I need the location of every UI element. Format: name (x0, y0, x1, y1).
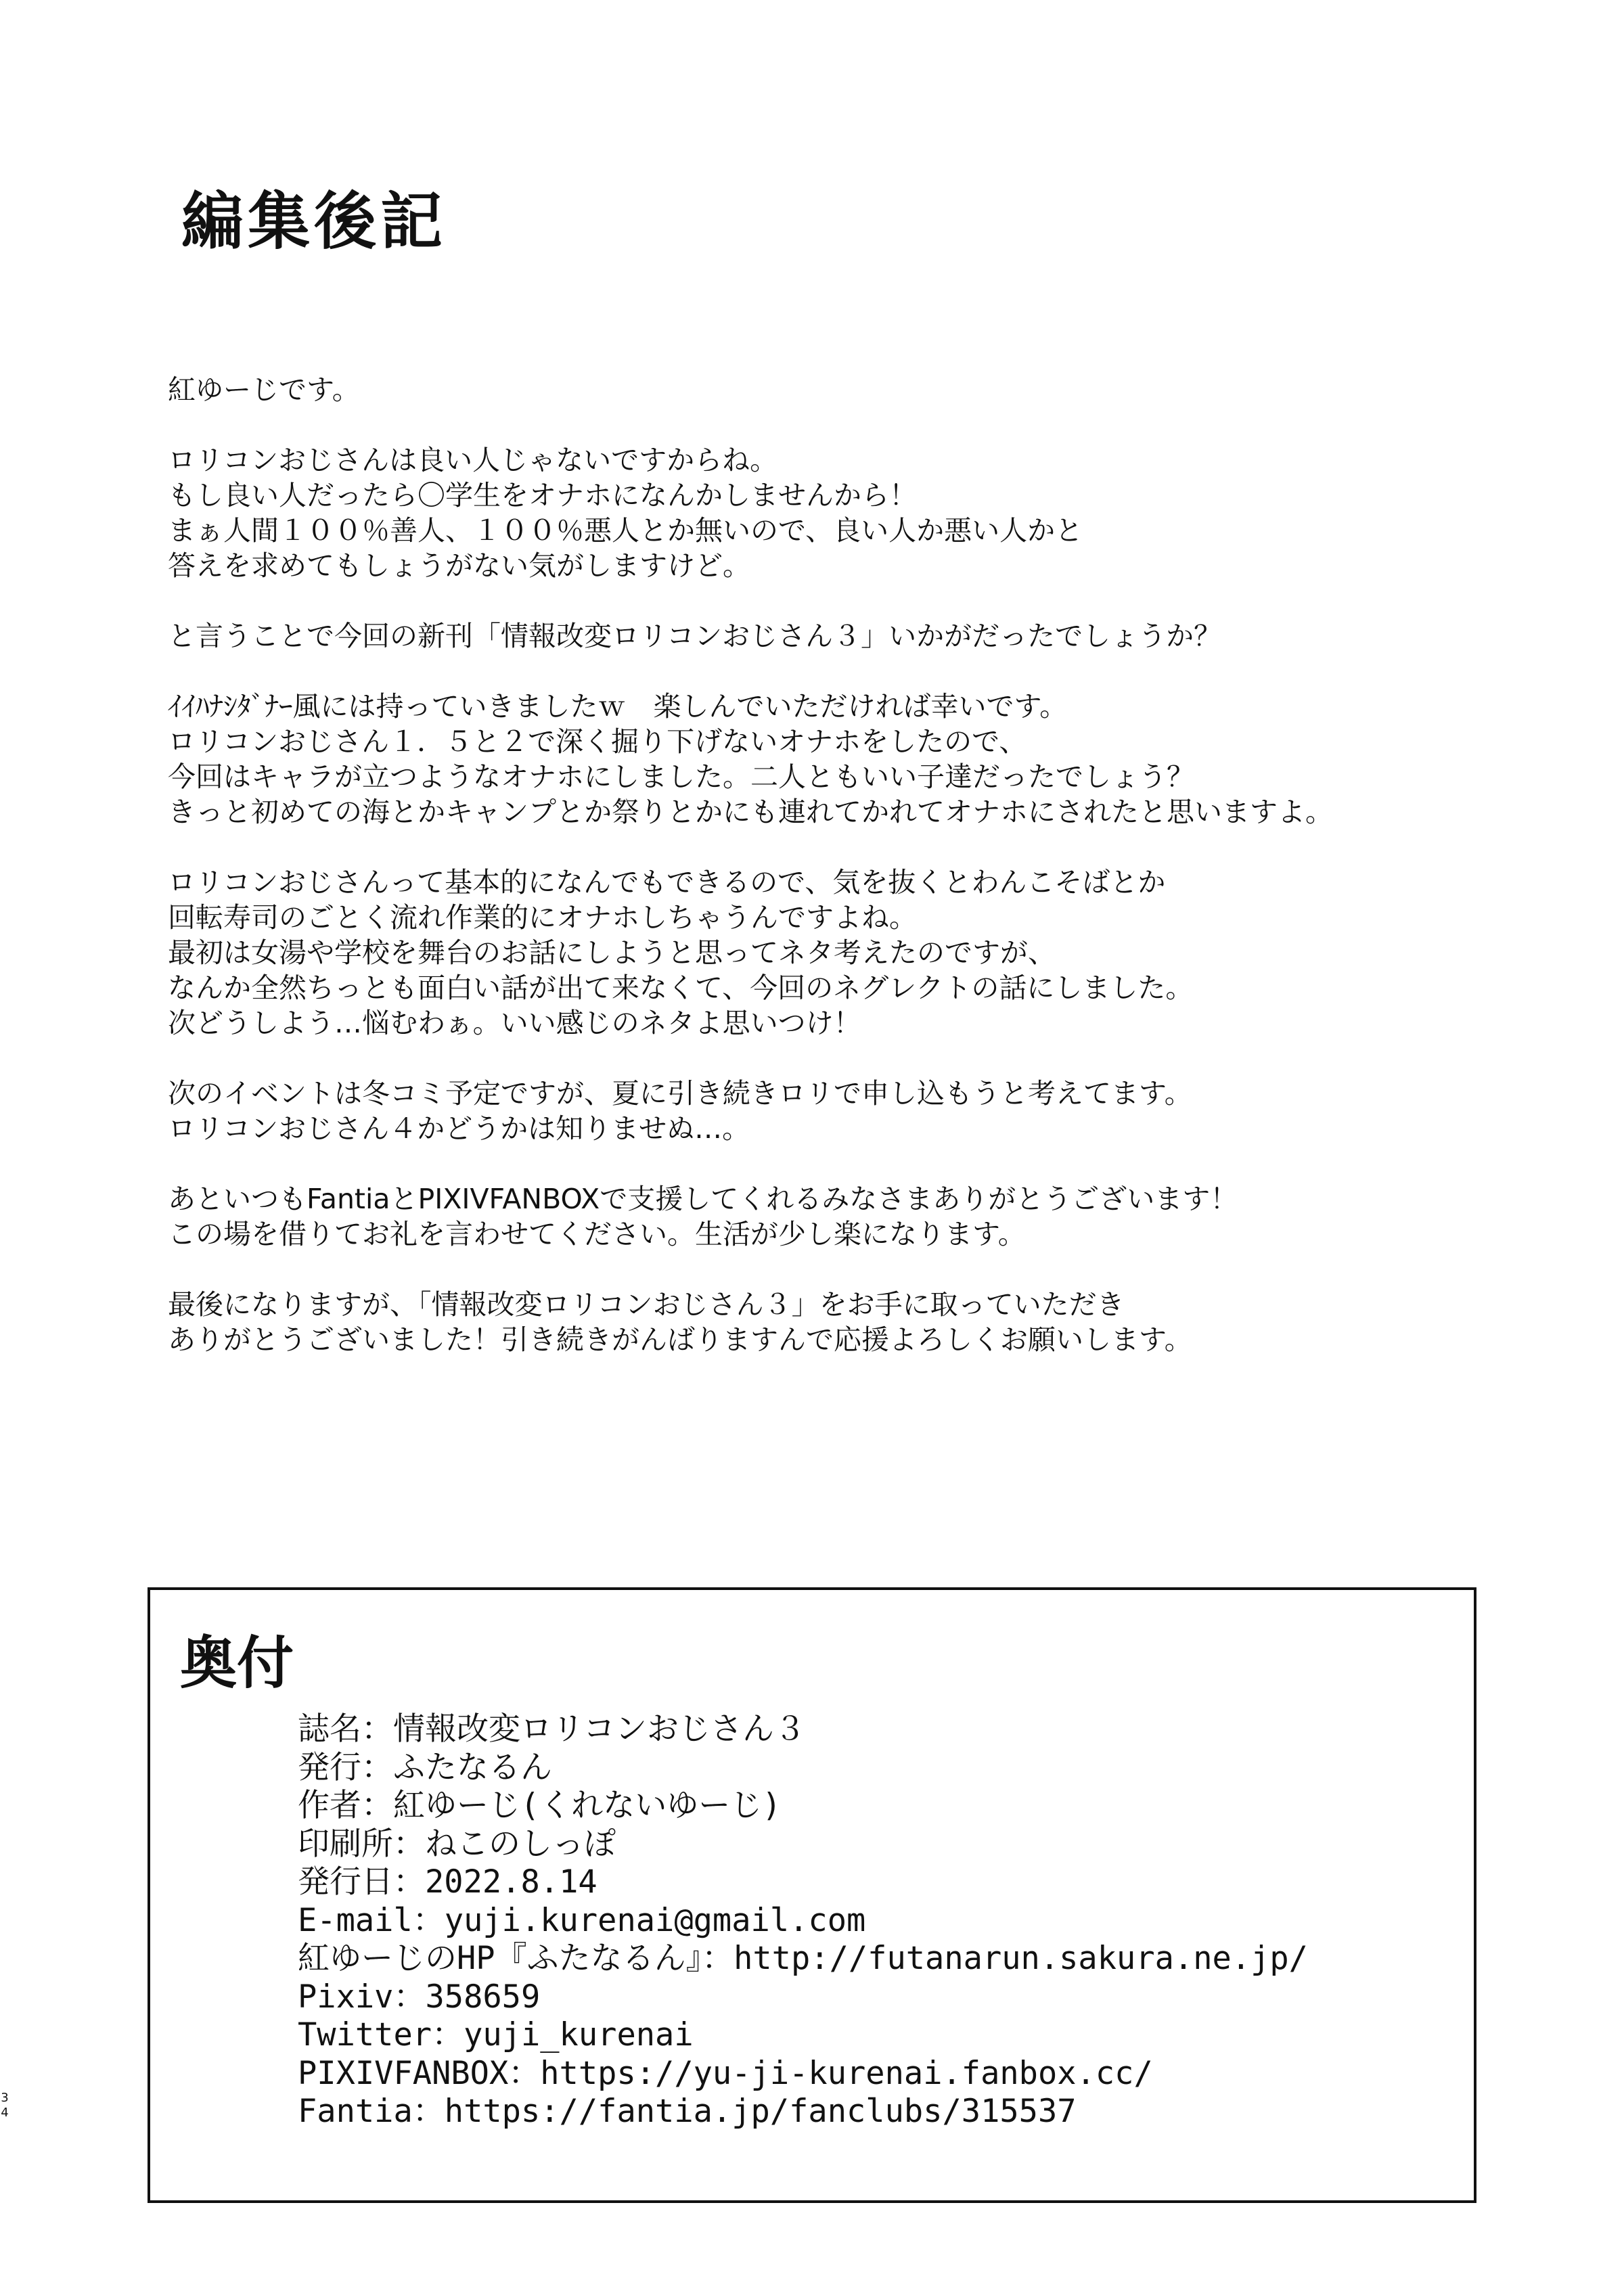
afterword-line: ｲｲﾊﾅｼﾀﾞﾅｰ風には持っていきましたｗ 楽しんでいただければ幸いです。 (168, 690, 1068, 723)
page-number (0, 2091, 9, 2120)
afterword-heading: 編集後記 (181, 185, 447, 258)
colophon-details (298, 1710, 1308, 2131)
afterword-line: ロリコンおじさん１．５と２で深く掘り下げないオナホをしたので、 (168, 725, 1027, 758)
afterword-line: 答えを求めてもしょうがない気がしますけど。 (168, 549, 750, 582)
afterword-line: 次のイベントは冬コミ予定ですが、夏に引き続きロリで申し込もうと考えてます。 (168, 1077, 1192, 1110)
colophon-line-fantia: Fantia：https://fantia.jp/fanclubs/315537 (298, 2093, 1077, 2130)
colophon-line-author: 作者：紅ゆーじ(くれないゆーじ) (298, 1787, 782, 1824)
colophon-line-date: 発行日：2022.8.14 (298, 1863, 597, 1901)
afterword-line: ロリコンおじさんは良い人じゃないですからね。 (168, 444, 778, 476)
afterword-paragraph (168, 442, 1575, 583)
colophon-line-pixiv: Pixiv：358659 (298, 1978, 541, 2016)
afterword-paragraph (168, 1076, 1575, 1146)
afterword-line: きっと初めての海とかキャンプとか祭りとかにも連れてかれてオナホにされたと思いますよ。 (168, 796, 1333, 828)
afterword-line: 回転寿司のごとく流れ作業的にオナホしちゃうんですよね。 (168, 901, 917, 934)
afterword-line: まぁ人間１００％善人、１００％悪人とか無いので、良い人か悪い人かと (168, 514, 1083, 547)
colophon-line-homepage: 紅ゆーじのHP『ふたなるん』：http://futanarun.sakura.ne.jp/ (298, 1940, 1308, 1977)
afterword-line: 次どうしよう…悩むわぁ。いい感じのネタよ思いつけ！ (168, 1007, 861, 1039)
afterword-paragraph (168, 372, 1575, 407)
afterword-line: もし良い人だったら〇学生をオナホになんかしませんから！ (168, 479, 917, 512)
afterword-line: この場を借りてお礼を言わせてください。生活が少し楽になります。 (168, 1218, 1026, 1250)
afterword-paragraph (168, 1181, 1575, 1252)
afterword-line: 最後になりますが、「情報改変ロリコンおじさん３」をお手に取っていただき (168, 1288, 1125, 1321)
afterword-line: 最初は女湯や学校を舞台のお話にしようと思ってネタ考えたのですが、 (168, 936, 1056, 969)
colophon-box (148, 1587, 1476, 2203)
afterword-line: ありがとうございました！引き続きがんばりますんで応援よろしくお願いします。 (168, 1323, 1192, 1356)
afterword-paragraph (168, 618, 1575, 654)
colophon-line-publisher: 発行：ふたなるん (298, 1748, 552, 1786)
page-number-digit: 3 (1, 2091, 9, 2105)
afterword-line: あといつもFantiaとPIXIVFANBOXで支援してくれるみなさまありがとうございます！ (168, 1183, 1238, 1215)
colophon-line-title: 誌名：情報改変ロリコンおじさん３ (298, 1710, 807, 1748)
afterword-paragraph (168, 865, 1575, 1041)
afterword-paragraph (168, 1287, 1575, 1357)
afterword-line: ロリコンおじさん４かどうかは知りませぬ…。 (168, 1112, 750, 1145)
afterword-line: ロリコンおじさんって基本的になんでもできるので、気を抜くとわんこそばとか (168, 866, 1166, 899)
colophon-line-email: E-mail：yuji.kurenai@gmail.com (298, 1901, 866, 1939)
afterword-line: 紅ゆーじです。 (168, 373, 360, 406)
colophon-line-twitter: Twitter：yuji_kurenai (298, 2016, 694, 2053)
colophon-line-fanbox: PIXIVFANBOX：https://yu-ji-kurenai.fanbox.cc/ (298, 2054, 1153, 2092)
afterword-line: なんか全然ちっとも面白い話が出て来なくて、今回のネグレクトの話にしました。 (168, 972, 1194, 1004)
afterword-line: と言うことで今回の新刊「情報改変ロリコンおじさん３」いかがだったでしょうか？ (168, 620, 1222, 652)
colophon-title: 奥付 (180, 1630, 294, 1696)
afterword-line: 今回はキャラが立つようなオナホにしました。二人ともいい子達だったでしょう？ (168, 760, 1194, 793)
page-number-digit: 4 (1, 2106, 9, 2120)
afterword-paragraph (168, 689, 1575, 830)
afterword-body (168, 372, 1575, 1392)
colophon-line-printer: 印刷所：ねこのしっぽ (298, 1825, 616, 1863)
